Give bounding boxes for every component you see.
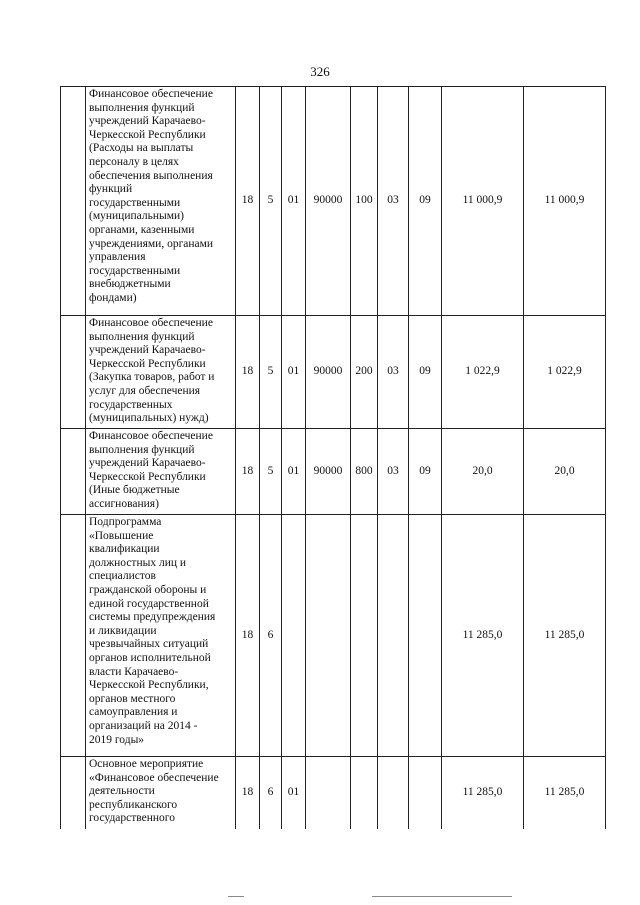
- code-cell: 03: [378, 429, 409, 515]
- code-cell: 6: [260, 515, 282, 757]
- code-cell: 01: [282, 316, 306, 429]
- item-name-cell: Финансовое обеспечение выполнения функций учреждений Карачаево- Черкесской Республики (Закупка товаров, работ и услуг для обеспечения государственных (муниципальных) нужд): [86, 316, 236, 429]
- amount-cell: 1 022,9: [524, 316, 606, 429]
- code-cell: 90000: [306, 316, 351, 429]
- blank-cell: [61, 87, 86, 316]
- item-name-cell: Финансовое обеспечение выполнения функций учреждений Карачаево- Черкесской Республики (Расходы на выплаты персоналу в целях обеспечения выполнения функций государственными (муниципальными) органами, казенными учреждениями, органами управления государственными внебюджетными фондами): [86, 87, 236, 316]
- amount-cell: 20,0: [442, 429, 524, 515]
- item-name-cell: Основное мероприятие «Финансовое обеспечение деятельности республиканского государственного: [86, 757, 236, 829]
- amount-cell: 11 285,0: [442, 757, 524, 829]
- code-cell: 09: [409, 429, 442, 515]
- amount-cell: 11 285,0: [524, 757, 606, 829]
- code-cell: 18: [236, 515, 260, 757]
- code-cell: 100: [351, 87, 378, 316]
- table-row: [61, 316, 606, 429]
- code-cell: [306, 515, 351, 757]
- code-cell: [409, 515, 442, 757]
- item-name-cell: Подпрограмма «Повышение квалификации должностных лиц и специалистов гражданской обороны и единой государственной системы предупреждения и ликвидации чрезвычайных ситуаций органов исполнительной власти Карачаево- Черкесской Республики, органов местного самоуправления и организаций на 2014 - 2019 годы»: [86, 515, 236, 757]
- table-row: [61, 87, 606, 316]
- code-cell: 5: [260, 87, 282, 316]
- blank-cell: [61, 429, 86, 515]
- code-cell: [378, 757, 409, 829]
- code-cell: 18: [236, 87, 260, 316]
- blank-cell: [61, 757, 86, 829]
- budget-table: [60, 86, 606, 829]
- code-cell: 03: [378, 316, 409, 429]
- code-cell: 01: [282, 87, 306, 316]
- table-row: [61, 429, 606, 515]
- code-cell: [351, 757, 378, 829]
- amount-cell: 11 285,0: [442, 515, 524, 757]
- code-cell: 6: [260, 757, 282, 829]
- code-cell: 5: [260, 316, 282, 429]
- code-cell: 18: [236, 429, 260, 515]
- code-cell: [378, 515, 409, 757]
- code-cell: 800: [351, 429, 378, 515]
- code-cell: 01: [282, 757, 306, 829]
- amount-cell: 11 000,9: [524, 87, 606, 316]
- page-number: 326: [310, 64, 330, 79]
- code-cell: 01: [282, 429, 306, 515]
- blank-cell: [61, 316, 86, 429]
- scan-artifact: [372, 896, 512, 897]
- blank-cell: [61, 515, 86, 757]
- table-row: [61, 757, 606, 829]
- code-cell: 18: [236, 316, 260, 429]
- table-row: [61, 515, 606, 757]
- item-name-cell: Финансовое обеспечение выполнения функций учреждений Карачаево- Черкесской Республики (Иные бюджетные ассигнования): [86, 429, 236, 515]
- code-cell: 90000: [306, 87, 351, 316]
- amount-cell: 11 000,9: [442, 87, 524, 316]
- code-cell: [351, 515, 378, 757]
- amount-cell: 20,0: [524, 429, 606, 515]
- amount-cell: 11 285,0: [524, 515, 606, 757]
- code-cell: [409, 757, 442, 829]
- scan-artifact: [228, 896, 244, 897]
- amount-cell: 1 022,9: [442, 316, 524, 429]
- code-cell: 90000: [306, 429, 351, 515]
- code-cell: 200: [351, 316, 378, 429]
- code-cell: 5: [260, 429, 282, 515]
- code-cell: 09: [409, 316, 442, 429]
- code-cell: 18: [236, 757, 260, 829]
- code-cell: [306, 757, 351, 829]
- code-cell: 09: [409, 87, 442, 316]
- code-cell: [282, 515, 306, 757]
- code-cell: 03: [378, 87, 409, 316]
